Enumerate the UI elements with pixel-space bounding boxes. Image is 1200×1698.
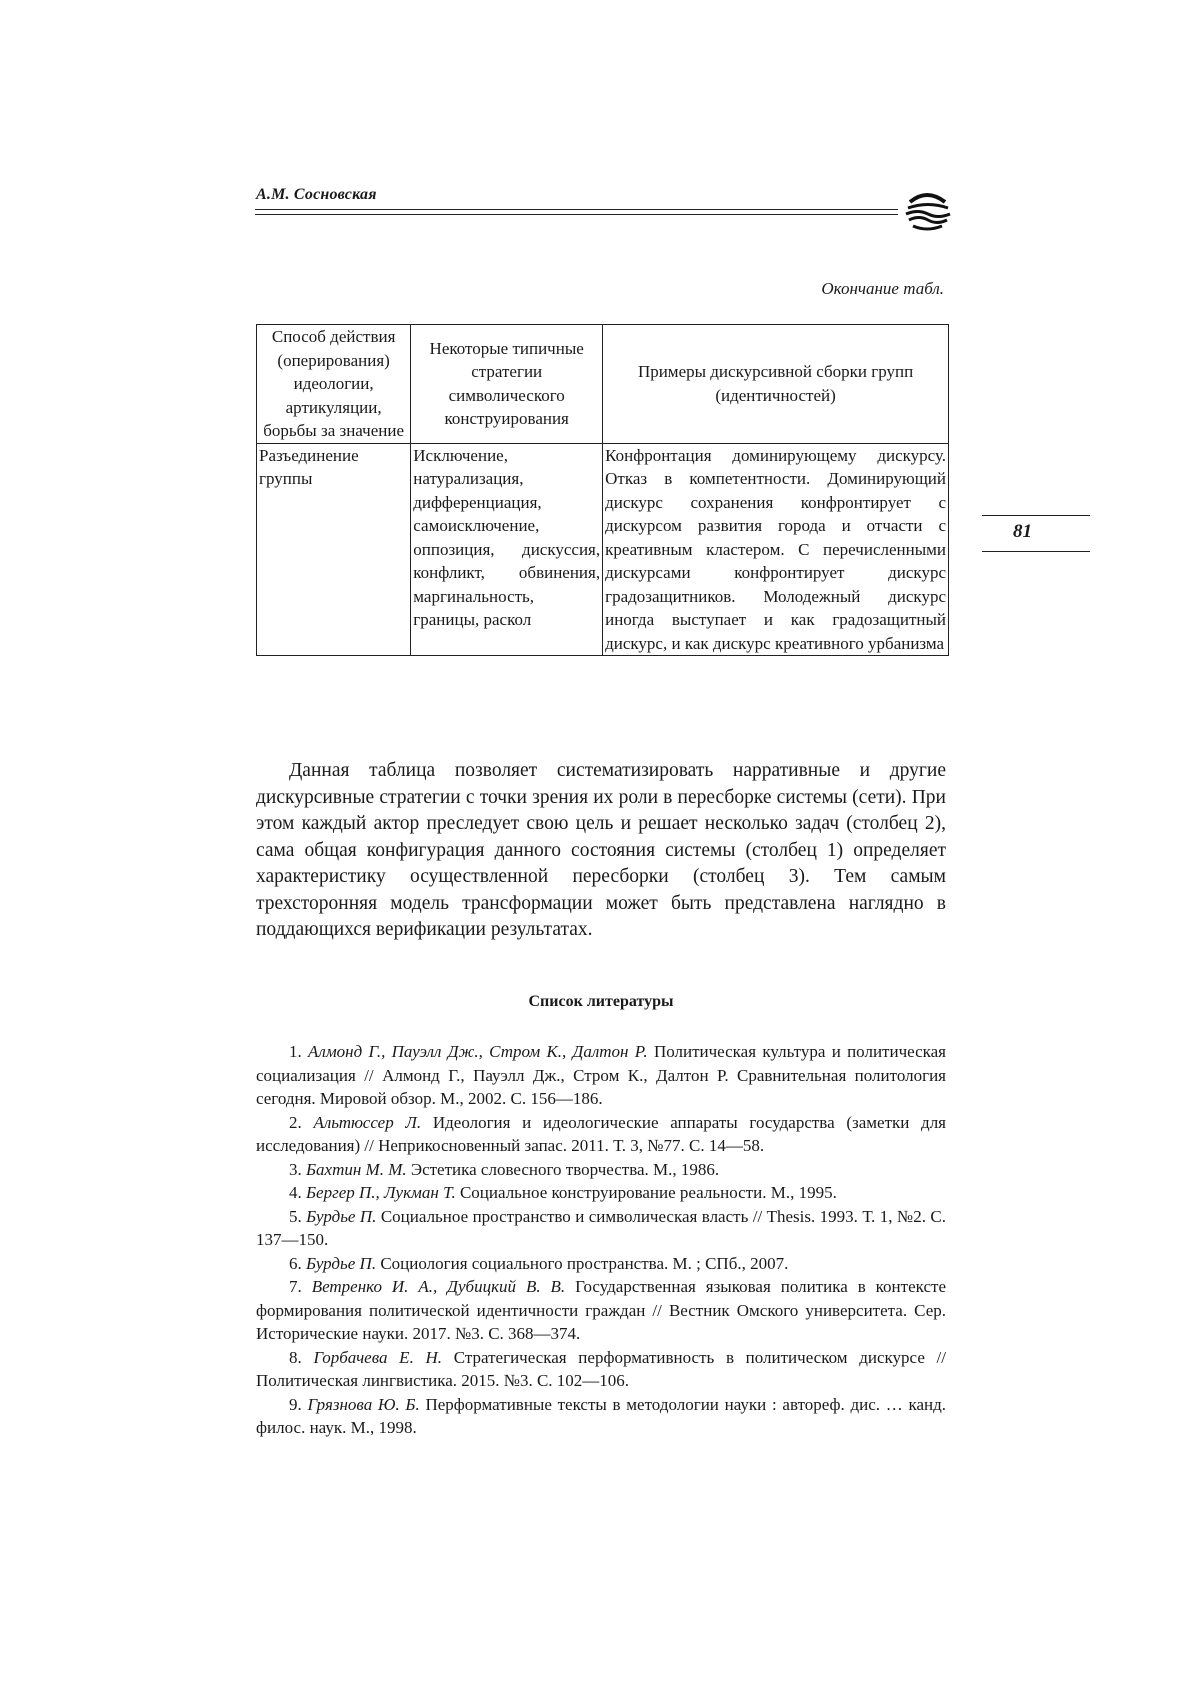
table-header-cell: Некоторые типичные стратегии символического конструирования xyxy=(411,325,603,444)
reference-author: Бахтин М. М. xyxy=(306,1159,407,1179)
reference-author: Грязнова Ю. Б. xyxy=(307,1394,420,1414)
reference-item xyxy=(256,1158,946,1182)
reference-item xyxy=(256,1205,946,1252)
reference-author: Алмонд Г., Пауэлл Дж., Стром К., Далтон Р. xyxy=(308,1042,648,1061)
reference-number: 6. xyxy=(289,1253,302,1273)
reference-text: Эстетика словесного творчества. М., 1986. xyxy=(410,1159,720,1179)
reference-item xyxy=(256,1111,946,1158)
reference-text: Политическая культура и политическая социализация // Алмонд Г., Пауэлл Дж., Стром К., Далтон Р. Сравнительная политология сегодня. Мировой обзор. М., 2002. С. 156—186. xyxy=(256,1042,946,1108)
reference-text: Перформативные тексты в методологии науки : автореф. дис. … канд. филос. наук. М., 1998. xyxy=(256,1394,947,1437)
reference-text: Государственная языковая политика в контексте формирования политической идентичности граждан // Вестник Омского университета. Сер. Исторические науки. 2017. №3. С. 368—374. xyxy=(256,1277,946,1343)
reference-author: Горбачева Е. Н. xyxy=(313,1347,443,1367)
reference-item xyxy=(256,1181,946,1205)
reference-author: Бурдье П. xyxy=(306,1206,377,1226)
reference-text: Идеология и идеологические аппараты государства (заметки для исследования) // Неприкосновенный запас. 2011. Т. 3, №77. С. 14—58. xyxy=(256,1112,946,1155)
journal-logo-icon xyxy=(902,186,952,232)
table-cell: Конфронтация доминирующему дискурсу. Отказ в компетентности. Доминирующий дискурс сохранения конфронтирует с дискурсом развития города и отчасти с креативным кластером. С перечисленными дискурсами конфронтирует дискурс градозащитников. Молодежный дискурс иногда выступает и как градозащитный дискурс, и как дискурс креативного урбанизма xyxy=(603,443,949,656)
header-rule xyxy=(255,209,898,210)
table-cell: Исключение, натурализация, дифференциация, самоисключение, оппозиция, дискуссия, конфликт, обвинения, маргинальность, границы, раскол xyxy=(411,443,603,656)
table-cell: Разъединение группы xyxy=(257,443,411,656)
reference-author: Бергер П., Лукман Т. xyxy=(306,1183,456,1202)
reference-author: Бурдье П. xyxy=(306,1253,377,1273)
reference-number: 7. xyxy=(289,1277,302,1296)
body-paragraph: Данная таблица позволяет систематизировать нарративные и другие дискурсивные стратегии с точки зрения их роли в пересборке системы (сети). При этом каждый актор преследует свою цель и решает несколько задач (столбец 2), сама общая конфигурация данного состояния системы (столбец 1) определяет характеристику осуществленной пересборки (столбец 3). Тем самым трехсторонняя модель трансформации может быть представлена наглядно в поддающихся верификации результатах. xyxy=(256,760,946,940)
header-author: А.М. Сосновская xyxy=(256,186,377,203)
page-number: 81 xyxy=(1013,521,1032,542)
reference-number: 9. xyxy=(289,1394,302,1414)
reference-number: 2. xyxy=(289,1112,302,1132)
reference-text: Социальное конструирование реальности. М., 1995. xyxy=(459,1183,837,1202)
reference-text: Стратегическая перформативность в политическом дискурсе // Политическая лингвистика. 2015. №3. С. 102—106. xyxy=(256,1347,947,1390)
strategy-table xyxy=(256,324,949,656)
reference-item xyxy=(256,1040,946,1111)
header-rule-thin xyxy=(255,214,898,215)
reference-number: 4. xyxy=(289,1183,302,1202)
reference-author: Альтюссер Л. xyxy=(313,1112,422,1132)
table-header-row xyxy=(257,325,949,444)
reference-item xyxy=(256,1346,946,1393)
reference-item xyxy=(256,1393,946,1440)
table-header-cell: Способ действия (оперирования) идеологии, артикуляции, борьбы за значение xyxy=(257,325,411,444)
references-heading: Список литературы xyxy=(528,993,674,1010)
table-header-cell: Примеры дискурсивной сборки групп (идентичностей) xyxy=(603,325,949,444)
table-caption: Окончание табл. xyxy=(821,279,944,298)
reference-number: 5. xyxy=(289,1206,302,1226)
reference-number: 1. xyxy=(289,1042,302,1061)
reference-text: Социальное пространство и символическая власть // Thesis. 1993. Т. 1, №2. С. 137—150. xyxy=(256,1206,947,1249)
reference-text: Социология социального пространства. М. ; СПб., 2007. xyxy=(380,1253,789,1273)
reference-item xyxy=(256,1275,946,1346)
page-number-box xyxy=(982,515,1090,552)
reference-number: 8. xyxy=(289,1347,302,1367)
reference-item xyxy=(256,1252,946,1276)
references-list xyxy=(256,1040,946,1440)
reference-number: 3. xyxy=(289,1159,302,1179)
reference-author: Ветренко И. А., Дубицкий В. В. xyxy=(311,1277,566,1296)
table-row xyxy=(257,443,949,656)
